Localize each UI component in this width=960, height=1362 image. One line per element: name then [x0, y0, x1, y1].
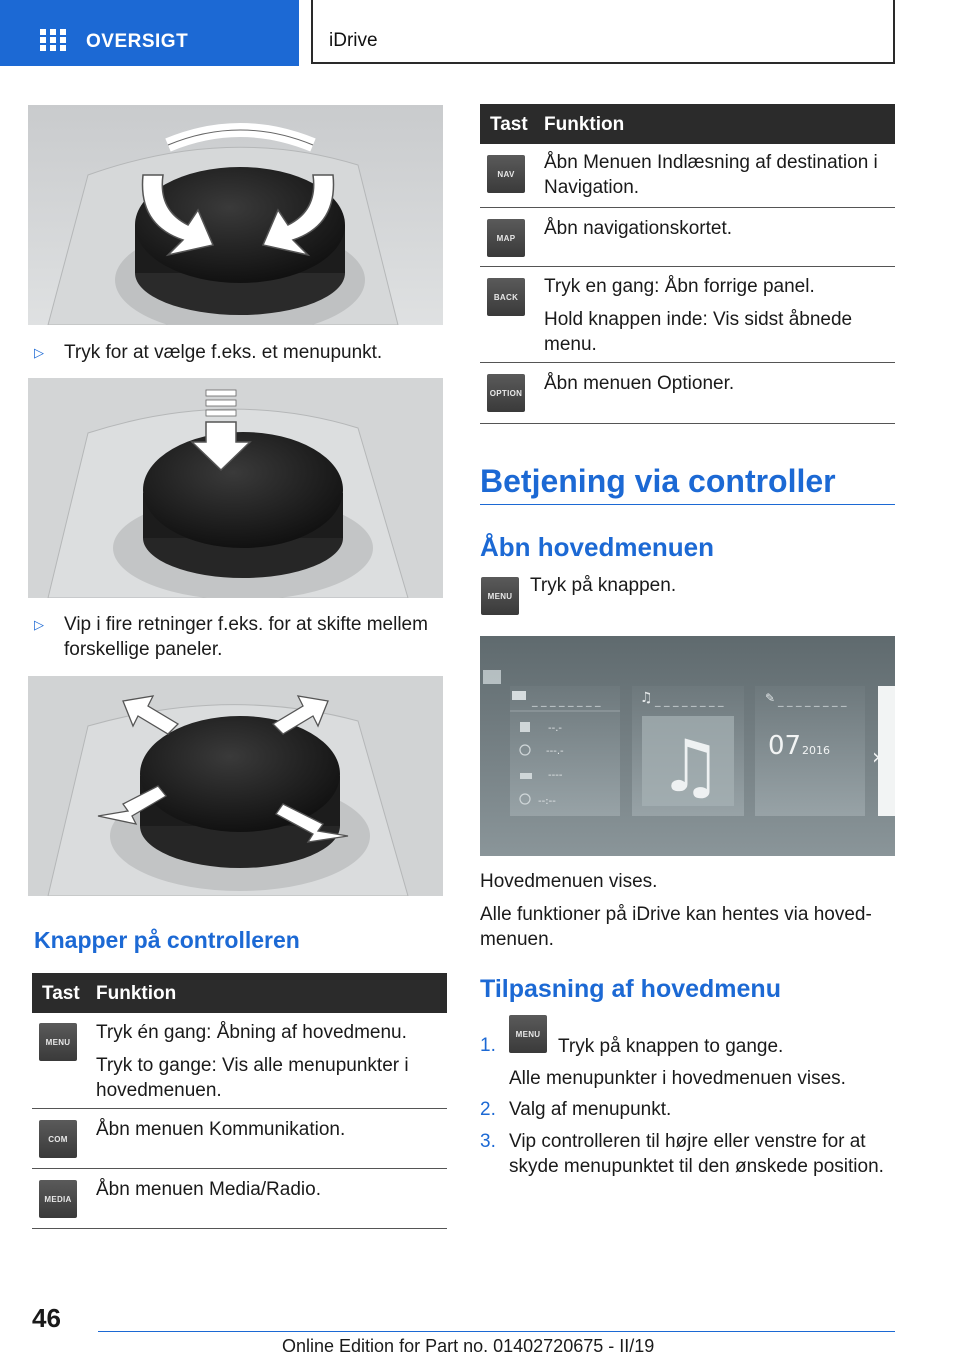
all-functions-text: Alle funktioner på iDrive kan hentes via hoved- menuen. [480, 904, 872, 950]
page-number: 46 [32, 1303, 61, 1333]
footer-rule [98, 1331, 895, 1332]
chapter-label: iDrive [329, 30, 378, 51]
svg-text:--:--: --:-- [538, 796, 556, 807]
svg-text:♫: ♫ [658, 724, 723, 808]
table-row: COM Åbn menuen Kommunikation. [32, 1109, 447, 1169]
step-3: 3. Vip controlleren til højre eller venstre for at skyde menupunktet til den ønskede position. [480, 1131, 884, 1177]
heading-open-main-menu: Åbn hovedmenuen [480, 532, 715, 562]
table-row: MEDIA Åbn menuen Media/Radio. [32, 1169, 447, 1229]
step-1: 1. [480, 1035, 496, 1056]
svg-text:07: 07 [768, 731, 802, 761]
bullet-press: ▷ Tryk for at vælge f.eks. et menupunkt. [34, 342, 383, 363]
table-row: MENU Tryk én gang: Åbning af hovedmenu. Tryk to gange: Vis alle menupunkter i hovedmenuen. [32, 1013, 447, 1109]
controller-press-image [28, 378, 443, 598]
menu-key-icon: MENU [481, 577, 519, 615]
section-title-controller-keys: Knapper på controlleren [34, 927, 300, 953]
step-1-result: Alle menupunkter i hovedmenuen vises. [509, 1068, 846, 1089]
svg-text:_ _ _ _ _ _ _ _: _ _ _ _ _ _ _ _ [778, 694, 847, 707]
nav-key-icon: NAV [487, 155, 525, 193]
step-2: 2. Valg af menupunkt. [480, 1099, 672, 1120]
table-row: MAP Åbn navigationskortet. [480, 208, 895, 267]
grid-menu-icon [40, 29, 66, 51]
bullet-tilt: ▷ Vip i fire retninger f.eks. for at skifte mellem forskellige paneler. [34, 614, 428, 660]
svg-text:_ _ _ _ _ _ _ _: _ _ _ _ _ _ _ _ [532, 694, 601, 707]
svg-text:2016: 2016 [802, 744, 830, 757]
triangle-bullet-icon: ▷ [34, 345, 44, 360]
svg-text:----: ---- [548, 770, 563, 781]
buttons-table [480, 104, 895, 424]
triangle-bullet-icon: ▷ [34, 617, 44, 632]
heading-controller-operation: Betjening via controller [480, 463, 836, 499]
svg-text:_ _ _ _ _ _ _ _: _ _ _ _ _ _ _ _ [655, 694, 724, 707]
svg-text:›: › [872, 745, 881, 770]
main-menu-shown-text: Hovedmenuen vises. [480, 871, 658, 892]
overview-label: OVERSIGT [86, 31, 189, 52]
table-header [32, 973, 447, 1013]
controller-tilt-image [28, 676, 443, 896]
step-1-text: Tryk på knappen to gange. [558, 1036, 784, 1057]
menu-key-icon: MENU [39, 1023, 77, 1061]
overview-tab[interactable] [0, 0, 299, 66]
press-button-text: Tryk på knappen. [530, 575, 677, 596]
table-header [480, 104, 895, 144]
svg-text:---.-: ---.- [546, 746, 564, 757]
menu-key-icon: MENU [509, 1015, 547, 1053]
table-row: NAV Åbn Menuen Indlæsning af destination i Navigation. [480, 144, 895, 208]
back-key-icon: BACK [487, 278, 525, 316]
table-row: OPTION Åbn menuen Optioner. [480, 363, 895, 424]
edition-text: Online Edition for Part no. 01402720675 - II/19 [282, 1336, 655, 1356]
main-menu-screen-image [480, 636, 895, 856]
map-key-icon: MAP [487, 219, 525, 257]
heading-rule [480, 504, 895, 505]
controller-rotate-image [28, 105, 443, 325]
chapter-tab[interactable] [311, 0, 895, 64]
com-key-icon: COM [39, 1120, 77, 1158]
header-key: Tast [42, 983, 80, 1004]
svg-text:✎: ✎ [765, 691, 776, 705]
svg-text:♫: ♫ [640, 690, 653, 706]
option-key-icon: OPTION [487, 374, 525, 412]
controller-keys-table [32, 973, 447, 1229]
header-function: Funktion [96, 983, 177, 1004]
heading-customize-main-menu: Tilpasning af hovedmenu [480, 975, 781, 1003]
header-function: Funktion [544, 114, 625, 135]
table-row: BACK Tryk en gang: Åbn forrige panel. Hold knappen inde: Vis sidst åbnede menu. [480, 267, 895, 363]
header-key: Tast [490, 114, 528, 135]
media-key-icon: MEDIA [39, 1180, 77, 1218]
svg-text:--.-: --.- [548, 723, 563, 734]
